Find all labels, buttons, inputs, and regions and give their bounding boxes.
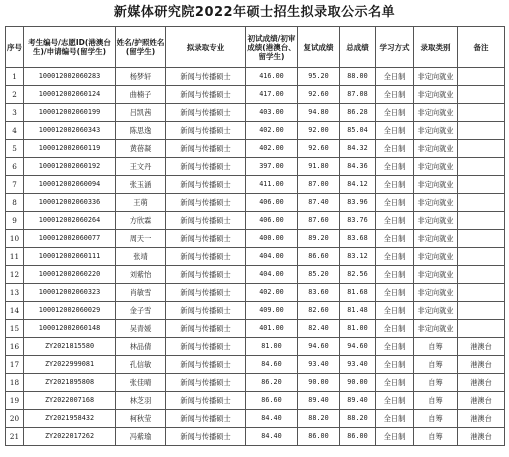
- col-name-cell: 金子雪: [116, 302, 166, 320]
- col-total-score-cell: 84.36: [340, 158, 376, 176]
- col-admission-type-cell: 自筹: [414, 356, 458, 374]
- col-candidate-id-cell: ZY2021895808: [24, 374, 116, 392]
- col-preliminary-score-cell: 404.00: [246, 266, 298, 284]
- col-name-cell: 王文丹: [116, 158, 166, 176]
- col-index-cell: 11: [6, 248, 24, 266]
- col-name-header: 姓名/护照姓名(留学生): [116, 27, 166, 68]
- table-row: [6, 248, 505, 266]
- col-retest-score-cell: 83.60: [298, 284, 340, 302]
- col-study-mode-cell: 全日制: [376, 86, 414, 104]
- col-total-score-cell: 93.40: [340, 356, 376, 374]
- col-preliminary-score-cell: 86.20: [246, 374, 298, 392]
- col-study-mode-cell: 全日制: [376, 230, 414, 248]
- col-candidate-id-cell: 100012002060220: [24, 266, 116, 284]
- col-name-cell: 陈思逸: [116, 122, 166, 140]
- table-row: [6, 122, 505, 140]
- col-candidate-id-cell: ZY2022007168: [24, 392, 116, 410]
- col-name-cell: 柯秋莹: [116, 410, 166, 428]
- col-remarks-cell: 港澳台: [458, 410, 505, 428]
- col-retest-score-cell: 86.60: [298, 248, 340, 266]
- col-retest-score-cell: 95.20: [298, 68, 340, 86]
- col-preliminary-score-cell: 84.40: [246, 410, 298, 428]
- col-index-cell: 16: [6, 338, 24, 356]
- col-major-cell: 新闻与传播硕士: [166, 140, 246, 158]
- table-row: [6, 140, 505, 158]
- col-name-cell: 周天一: [116, 230, 166, 248]
- col-retest-score-cell: 87.40: [298, 194, 340, 212]
- col-major-cell: 新闻与传播硕士: [166, 374, 246, 392]
- col-remarks-cell: 港澳台: [458, 392, 505, 410]
- table-row: [6, 356, 505, 374]
- table-row: [6, 158, 505, 176]
- table-row: [6, 410, 505, 428]
- col-candidate-id-cell: 100012002060264: [24, 212, 116, 230]
- col-study-mode-cell: 全日制: [376, 410, 414, 428]
- table-row: [6, 320, 505, 338]
- table-row: [6, 212, 505, 230]
- col-major-cell: 新闻与传播硕士: [166, 86, 246, 104]
- col-preliminary-score-header: 初试成绩/初审成绩(港澳台、留学生): [246, 27, 298, 68]
- col-preliminary-score-cell: 401.00: [246, 320, 298, 338]
- col-name-cell: 方欣霖: [116, 212, 166, 230]
- table-row: [6, 266, 505, 284]
- col-index-cell: 1: [6, 68, 24, 86]
- col-index-cell: 7: [6, 176, 24, 194]
- col-total-score-cell: 94.60: [340, 338, 376, 356]
- col-total-score-cell: 81.68: [340, 284, 376, 302]
- col-name-cell: 张玉涵: [116, 176, 166, 194]
- col-index-cell: 10: [6, 230, 24, 248]
- col-total-score-cell: 84.12: [340, 176, 376, 194]
- col-name-cell: 孔信敏: [116, 356, 166, 374]
- col-admission-type-cell: 自筹: [414, 374, 458, 392]
- document-title: 新媒体研究院2022年硕士招生拟录取公示名单: [113, 5, 396, 20]
- col-index-cell: 12: [6, 266, 24, 284]
- table-row: [6, 428, 505, 446]
- col-remarks-cell: [458, 140, 505, 158]
- col-major-cell: 新闻与传播硕士: [166, 68, 246, 86]
- col-admission-type-cell: 非定向就业: [414, 302, 458, 320]
- col-candidate-id-cell: 100012002060199: [24, 104, 116, 122]
- admission-table: [5, 26, 505, 446]
- col-name-cell: 吴青媛: [116, 320, 166, 338]
- col-candidate-id-cell: 100012002060283: [24, 68, 116, 86]
- col-candidate-id-cell: 100012002060124: [24, 86, 116, 104]
- col-total-score-cell: 81.00: [340, 320, 376, 338]
- col-admission-type-cell: 非定向就业: [414, 248, 458, 266]
- col-total-score-header: 总成绩: [340, 27, 376, 68]
- col-retest-score-cell: 94.80: [298, 104, 340, 122]
- col-study-mode-cell: 全日制: [376, 248, 414, 266]
- col-admission-type-cell: 自筹: [414, 338, 458, 356]
- col-remarks-cell: [458, 86, 505, 104]
- col-total-score-cell: 86.28: [340, 104, 376, 122]
- col-total-score-cell: 87.08: [340, 86, 376, 104]
- col-candidate-id-cell: 100012002060343: [24, 122, 116, 140]
- col-retest-score-cell: 88.20: [298, 410, 340, 428]
- col-index-cell: 9: [6, 212, 24, 230]
- col-name-cell: 林品倩: [116, 338, 166, 356]
- table-row: [6, 86, 505, 104]
- col-remarks-cell: [458, 302, 505, 320]
- col-major-cell: 新闻与传播硕士: [166, 158, 246, 176]
- col-total-score-cell: 82.56: [340, 266, 376, 284]
- col-total-score-cell: 83.68: [340, 230, 376, 248]
- col-candidate-id-cell: 100012002060029: [24, 302, 116, 320]
- col-name-cell: 吕凯茜: [116, 104, 166, 122]
- col-retest-score-cell: 92.60: [298, 140, 340, 158]
- col-total-score-cell: 90.00: [340, 374, 376, 392]
- col-retest-score-cell: 87.60: [298, 212, 340, 230]
- col-candidate-id-cell: ZY2022017262: [24, 428, 116, 446]
- col-remarks-cell: [458, 158, 505, 176]
- table-row: [6, 230, 505, 248]
- col-index-header: 序号: [6, 27, 24, 68]
- col-retest-score-cell: 93.40: [298, 356, 340, 374]
- col-index-cell: 6: [6, 158, 24, 176]
- col-major-cell: 新闻与传播硕士: [166, 356, 246, 374]
- col-remarks-cell: 港澳台: [458, 338, 505, 356]
- col-major-cell: 新闻与传播硕士: [166, 428, 246, 446]
- col-name-cell: 张靖: [116, 248, 166, 266]
- col-major-cell: 新闻与传播硕士: [166, 230, 246, 248]
- col-remarks-cell: [458, 248, 505, 266]
- col-major-cell: 新闻与传播硕士: [166, 176, 246, 194]
- col-total-score-cell: 83.76: [340, 212, 376, 230]
- col-index-cell: 3: [6, 104, 24, 122]
- col-index-cell: 20: [6, 410, 24, 428]
- col-admission-type-cell: 自筹: [414, 392, 458, 410]
- col-total-score-cell: 86.00: [340, 428, 376, 446]
- col-candidate-id-cell: ZY2021958432: [24, 410, 116, 428]
- col-name-cell: 杨梦轩: [116, 68, 166, 86]
- col-study-mode-cell: 全日制: [376, 212, 414, 230]
- col-study-mode-cell: 全日制: [376, 122, 414, 140]
- col-major-header: 拟录取专业: [166, 27, 246, 68]
- table-row: [6, 338, 505, 356]
- col-preliminary-score-cell: 397.00: [246, 158, 298, 176]
- col-index-cell: 13: [6, 284, 24, 302]
- col-admission-type-cell: 非定向就业: [414, 104, 458, 122]
- table-row: [6, 302, 505, 320]
- col-preliminary-score-cell: 406.00: [246, 194, 298, 212]
- col-name-cell: 林芝羽: [116, 392, 166, 410]
- col-retest-score-cell: 94.60: [298, 338, 340, 356]
- col-preliminary-score-cell: 402.00: [246, 122, 298, 140]
- col-retest-score-cell: 91.80: [298, 158, 340, 176]
- table-row: [6, 392, 505, 410]
- col-index-cell: 4: [6, 122, 24, 140]
- col-name-cell: 肖敏雪: [116, 284, 166, 302]
- table-row: [6, 68, 505, 86]
- col-remarks-cell: [458, 320, 505, 338]
- col-study-mode-cell: 全日制: [376, 356, 414, 374]
- col-major-cell: 新闻与传播硕士: [166, 320, 246, 338]
- col-study-mode-cell: 全日制: [376, 374, 414, 392]
- col-major-cell: 新闻与传播硕士: [166, 248, 246, 266]
- col-total-score-cell: 81.48: [340, 302, 376, 320]
- col-candidate-id-cell: 100012002060192: [24, 158, 116, 176]
- col-index-cell: 17: [6, 356, 24, 374]
- col-name-cell: 张佳晴: [116, 374, 166, 392]
- col-preliminary-score-cell: 81.00: [246, 338, 298, 356]
- col-index-cell: 21: [6, 428, 24, 446]
- col-preliminary-score-cell: 86.60: [246, 392, 298, 410]
- col-study-mode-cell: 全日制: [376, 176, 414, 194]
- col-admission-type-cell: 非定向就业: [414, 122, 458, 140]
- col-major-cell: 新闻与传播硕士: [166, 266, 246, 284]
- col-preliminary-score-cell: 404.00: [246, 248, 298, 266]
- col-study-mode-cell: 全日制: [376, 140, 414, 158]
- col-remarks-cell: 港澳台: [458, 374, 505, 392]
- col-candidate-id-cell: 100012002060094: [24, 176, 116, 194]
- col-study-mode-cell: 全日制: [376, 104, 414, 122]
- col-preliminary-score-cell: 406.00: [246, 212, 298, 230]
- col-candidate-id-header: 考生编号/志愿ID(港澳台生)/申请编号(留学生): [24, 27, 116, 68]
- col-admission-type-cell: 非定向就业: [414, 140, 458, 158]
- col-candidate-id-cell: 100012002060336: [24, 194, 116, 212]
- col-major-cell: 新闻与传播硕士: [166, 122, 246, 140]
- col-admission-type-cell: 非定向就业: [414, 68, 458, 86]
- col-total-score-cell: 84.32: [340, 140, 376, 158]
- col-major-cell: 新闻与传播硕士: [166, 212, 246, 230]
- col-total-score-cell: 83.12: [340, 248, 376, 266]
- col-study-mode-cell: 全日制: [376, 284, 414, 302]
- col-retest-score-cell: 85.20: [298, 266, 340, 284]
- col-major-cell: 新闻与传播硕士: [166, 302, 246, 320]
- col-admission-type-cell: 非定向就业: [414, 266, 458, 284]
- col-admission-type-header: 录取类别: [414, 27, 458, 68]
- col-admission-type-cell: 非定向就业: [414, 158, 458, 176]
- col-remarks-cell: [458, 68, 505, 86]
- col-study-mode-cell: 全日制: [376, 320, 414, 338]
- col-preliminary-score-cell: 402.00: [246, 284, 298, 302]
- col-candidate-id-cell: 100012002060077: [24, 230, 116, 248]
- col-admission-type-cell: 自筹: [414, 410, 458, 428]
- col-remarks-cell: 港澳台: [458, 428, 505, 446]
- col-remarks-cell: [458, 104, 505, 122]
- table-header: [6, 27, 505, 68]
- col-admission-type-cell: 自筹: [414, 428, 458, 446]
- col-preliminary-score-cell: 400.00: [246, 230, 298, 248]
- col-candidate-id-cell: 100012002060111: [24, 248, 116, 266]
- col-retest-score-cell: 89.20: [298, 230, 340, 248]
- col-admission-type-cell: 非定向就业: [414, 86, 458, 104]
- col-remarks-cell: [458, 176, 505, 194]
- col-index-cell: 19: [6, 392, 24, 410]
- col-retest-score-header: 复试成绩: [298, 27, 340, 68]
- col-major-cell: 新闻与传播硕士: [166, 338, 246, 356]
- col-remarks-cell: [458, 194, 505, 212]
- col-total-score-cell: 85.04: [340, 122, 376, 140]
- col-major-cell: 新闻与传播硕士: [166, 284, 246, 302]
- col-preliminary-score-cell: 403.00: [246, 104, 298, 122]
- col-index-cell: 15: [6, 320, 24, 338]
- table-row: [6, 104, 505, 122]
- col-remarks-cell: 港澳台: [458, 356, 505, 374]
- col-index-cell: 2: [6, 86, 24, 104]
- col-remarks-cell: [458, 122, 505, 140]
- col-total-score-cell: 88.20: [340, 410, 376, 428]
- table-body: [6, 68, 505, 446]
- col-retest-score-cell: 82.60: [298, 302, 340, 320]
- col-admission-type-cell: 非定向就业: [414, 284, 458, 302]
- col-major-cell: 新闻与传播硕士: [166, 410, 246, 428]
- col-total-score-cell: 88.00: [340, 68, 376, 86]
- col-remarks-cell: [458, 266, 505, 284]
- col-name-cell: 曲楠子: [116, 86, 166, 104]
- col-study-mode-cell: 全日制: [376, 392, 414, 410]
- col-candidate-id-cell: 100012002060323: [24, 284, 116, 302]
- col-retest-score-cell: 82.40: [298, 320, 340, 338]
- table-row: [6, 284, 505, 302]
- table-row: [6, 194, 505, 212]
- col-index-cell: 8: [6, 194, 24, 212]
- col-preliminary-score-cell: 84.40: [246, 428, 298, 446]
- col-total-score-cell: 83.96: [340, 194, 376, 212]
- col-preliminary-score-cell: 409.00: [246, 302, 298, 320]
- col-remarks-cell: [458, 284, 505, 302]
- col-name-cell: 王萌: [116, 194, 166, 212]
- col-major-cell: 新闻与传播硕士: [166, 104, 246, 122]
- col-preliminary-score-cell: 417.00: [246, 86, 298, 104]
- col-retest-score-cell: 89.40: [298, 392, 340, 410]
- col-study-mode-header: 学习方式: [376, 27, 414, 68]
- col-admission-type-cell: 非定向就业: [414, 212, 458, 230]
- col-preliminary-score-cell: 416.00: [246, 68, 298, 86]
- col-index-cell: 14: [6, 302, 24, 320]
- col-admission-type-cell: 非定向就业: [414, 230, 458, 248]
- col-remarks-cell: [458, 212, 505, 230]
- col-admission-type-cell: 非定向就业: [414, 320, 458, 338]
- col-name-cell: 刘紫怡: [116, 266, 166, 284]
- col-study-mode-cell: 全日制: [376, 68, 414, 86]
- col-candidate-id-cell: ZY2022999081: [24, 356, 116, 374]
- table-row: [6, 176, 505, 194]
- col-study-mode-cell: 全日制: [376, 266, 414, 284]
- col-name-cell: 冯紫瑜: [116, 428, 166, 446]
- col-study-mode-cell: 全日制: [376, 302, 414, 320]
- col-index-cell: 5: [6, 140, 24, 158]
- col-study-mode-cell: 全日制: [376, 428, 414, 446]
- col-admission-type-cell: 非定向就业: [414, 194, 458, 212]
- col-retest-score-cell: 87.00: [298, 176, 340, 194]
- col-total-score-cell: 89.40: [340, 392, 376, 410]
- col-candidate-id-cell: ZY2021815580: [24, 338, 116, 356]
- col-preliminary-score-cell: 84.60: [246, 356, 298, 374]
- col-admission-type-cell: 非定向就业: [414, 176, 458, 194]
- col-retest-score-cell: 90.00: [298, 374, 340, 392]
- col-name-cell: 黄蓓凝: [116, 140, 166, 158]
- col-major-cell: 新闻与传播硕士: [166, 392, 246, 410]
- col-retest-score-cell: 92.00: [298, 122, 340, 140]
- col-study-mode-cell: 全日制: [376, 194, 414, 212]
- col-study-mode-cell: 全日制: [376, 158, 414, 176]
- col-retest-score-cell: 92.60: [298, 86, 340, 104]
- col-study-mode-cell: 全日制: [376, 338, 414, 356]
- col-candidate-id-cell: 100012002060148: [24, 320, 116, 338]
- col-remarks-header: 备注: [458, 27, 505, 68]
- col-major-cell: 新闻与传播硕士: [166, 194, 246, 212]
- col-retest-score-cell: 86.00: [298, 428, 340, 446]
- col-preliminary-score-cell: 402.00: [246, 140, 298, 158]
- col-preliminary-score-cell: 411.00: [246, 176, 298, 194]
- col-index-cell: 18: [6, 374, 24, 392]
- table-row: [6, 374, 505, 392]
- col-candidate-id-cell: 100012002060119: [24, 140, 116, 158]
- col-remarks-cell: [458, 230, 505, 248]
